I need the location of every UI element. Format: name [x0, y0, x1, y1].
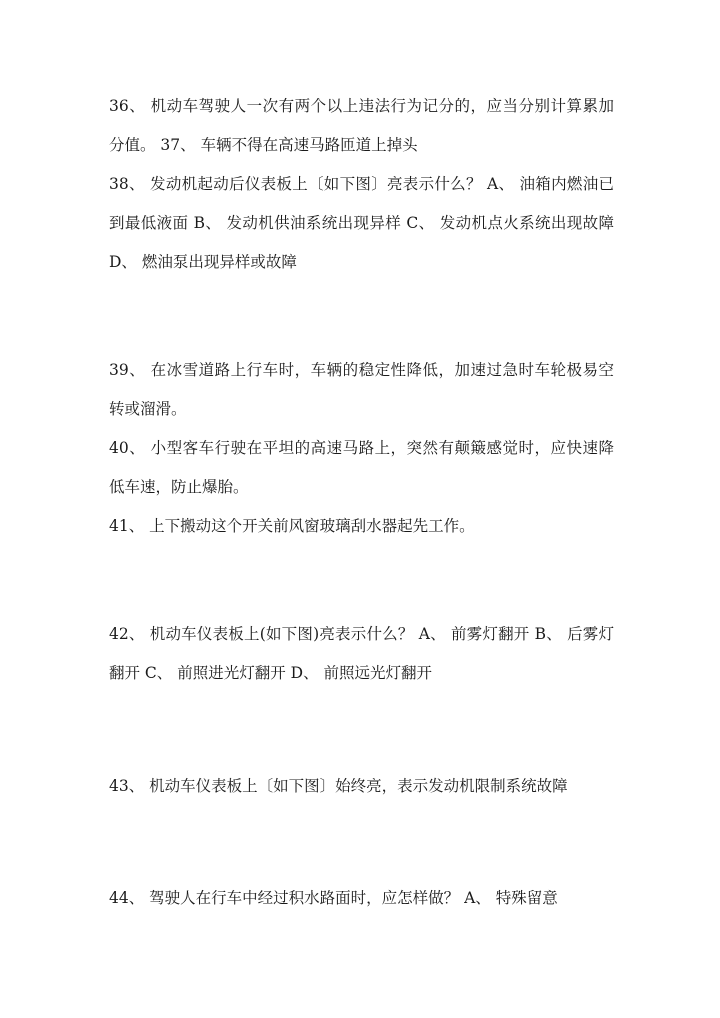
- paragraph-q44: 44、 驾驶人在行车中经过积水路面时，应怎样做？ A、 特殊留意: [109, 889, 558, 907]
- paragraph-q38: 38、 发动机起动后仪表板上〔如下图〕亮表示什么？ A、 油箱内燃油已到最低液面 B、 发动机供油系统出现异样 C、 发动机点火系统出现故障 D、 燃油泵出现异样或故障: [109, 175, 614, 271]
- paragraph-q40: 40、 小型客车行驶在平坦的高速马路上，突然有颠簸感觉时，应快速降低车速，防止爆胎。: [109, 439, 614, 496]
- paragraph-q39: 39、 在冰雪道路上行车时，车辆的稳定性降低，加速过急时车轮极易空转或溜滑。: [109, 361, 614, 418]
- paragraph-q43: 43、 机动车仪表板上〔如下图〕始终亮，表示发动机限制系统故障: [109, 777, 568, 795]
- paragraph-q36-q37: 36、 机动车驾驶人一次有两个以上违法行为记分的，应当分别计算累加分值。 37、 车辆不得在高速马路匝道上掉头: [109, 97, 614, 154]
- paragraph-q42: 42、 机动车仪表板上(如下图)亮表示什么？ A、 前雾灯翻开 B、 后雾灯翻开 C、 前照进光灯翻开 D、 前照远光灯翻开: [109, 625, 614, 682]
- paragraph-q41: 41、 上下搬动这个开关前风窗玻璃刮水器起先工作。: [109, 517, 475, 535]
